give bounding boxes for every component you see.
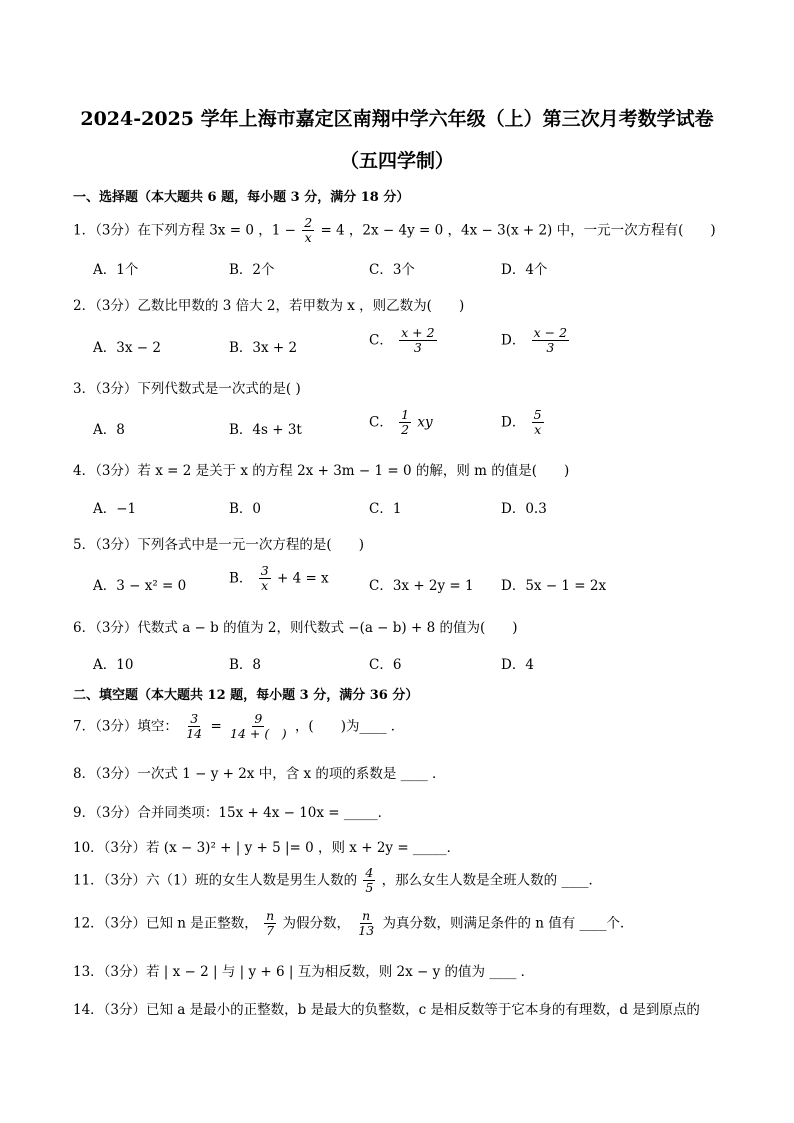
option-fraction [532, 326, 569, 356]
question-11-pre: 11．（3分）六（1）班的女生人数是男生人数的 [73, 872, 358, 889]
question-1 [73, 216, 716, 246]
question-3: 3．（3分）下列代数式是一次式的是( ) [73, 381, 301, 397]
option-label: C． [369, 414, 393, 431]
question-1-option-b: B．2个 [229, 262, 275, 278]
fraction-denominator: x [261, 578, 269, 594]
question-4-option-a: A．−1 [93, 501, 137, 517]
question-7-fraction-right [228, 712, 289, 742]
fraction-denominator: 14 + ( ) [230, 726, 287, 742]
question-3-option-b: B．4s + 3t [229, 422, 302, 438]
fraction-numerator: 1 [401, 407, 410, 422]
question-12-pre: 12．（3分）已知 n 是正整数， [73, 915, 258, 932]
fraction-denominator: 2 [401, 422, 410, 438]
question-9: 9．（3分）合并同类项：15x + 4x − 10x = _____． [73, 805, 392, 821]
option-fraction [259, 564, 271, 594]
equals-sign: = [210, 718, 222, 735]
option-suffix: xy [417, 414, 433, 431]
option-fraction [399, 408, 411, 438]
fraction-numerator: n [266, 908, 275, 923]
question-1-option-c: C．3个 [369, 262, 415, 278]
question-2-option-b: B．3x + 2 [229, 340, 298, 356]
question-5-option-c: C．3x + 2y = 1 [369, 578, 474, 594]
fraction-numerator: 5 [533, 407, 542, 422]
option-label: D． [501, 332, 526, 349]
option-fraction [399, 326, 436, 356]
question-2-option-d [501, 326, 571, 356]
fraction-numerator: 2 [304, 215, 313, 230]
question-2-option-c [369, 326, 439, 356]
page-title: 2024-2025 学年上海市嘉定区南翔中学六年级（上）第三次月考数学试卷 [80, 108, 714, 130]
fraction-numerator: 9 [254, 711, 263, 726]
question-6: 6．（3分）代数式 a − b 的值为 2，则代数式 −(a − b) + 8 的值为( ) [73, 620, 518, 636]
fraction-denominator: x [304, 230, 312, 246]
question-1-fraction [302, 216, 314, 246]
fraction-numerator: x − 2 [533, 325, 568, 340]
question-3-option-c [369, 408, 433, 438]
section-heading-fill: 二、填空题（本大题共 12 题，每小题 3 分，满分 36 分） [73, 688, 419, 703]
question-7 [73, 712, 404, 742]
question-10: 10．（3分）若 (x − 3)² + | y + 5 |= 0 ，则 x + 2y = _____． [73, 840, 461, 856]
question-7-fraction-left [184, 712, 204, 742]
question-3-option-d [501, 408, 546, 438]
question-2: 2．（3分）乙数比甲数的 3 倍大 2，若甲数为 x ，则乙数为( ) [73, 298, 465, 314]
question-12-fraction-1 [264, 909, 276, 939]
option-label: B． [229, 570, 253, 587]
question-12-fraction-2 [356, 909, 376, 939]
fraction-numerator: 3 [190, 711, 199, 726]
fraction-denominator: 13 [358, 923, 375, 939]
question-12-mid: 为假分数， [282, 915, 350, 932]
question-11-post: ，那么女生人数是全班人数的 ____． [381, 872, 602, 889]
question-11-fraction [363, 866, 375, 896]
question-6-option-d: D．4 [501, 657, 534, 673]
question-1-pre: 1．（3分）在下列方程 3x = 0 ，1 − [73, 222, 296, 239]
fraction-numerator: x + 2 [401, 325, 435, 340]
question-12 [73, 909, 634, 939]
fraction-denominator: 3 [413, 340, 422, 356]
fraction-denominator: 5 [365, 880, 374, 896]
question-5-option-a: A．3 − x² = 0 [93, 578, 187, 594]
question-4-option-d: D．0.3 [501, 501, 547, 517]
fraction-denominator: 7 [266, 923, 275, 939]
question-11 [73, 866, 602, 896]
fraction-numerator: 4 [365, 865, 374, 880]
question-4: 4．（3分）若 x = 2 是关于 x 的方程 2x + 3m − 1 = 0 的解，则 m 的值是( ) [73, 463, 570, 479]
question-14: 14．（3分）已知 a 是最小的正整数，b 是最大的负整数，c 是相反数等于它本身的有理数，d 是到原点的 [73, 1002, 700, 1018]
fraction-numerator: 3 [260, 563, 269, 578]
question-3-option-a: A．8 [93, 422, 125, 438]
option-fraction [532, 408, 544, 438]
fraction-denominator: x [534, 422, 542, 438]
fraction-numerator: n [362, 908, 371, 923]
question-6-option-b: B．8 [229, 657, 262, 673]
option-label: D． [501, 414, 526, 431]
page-subtitle: （五四学制） [339, 150, 454, 172]
question-7-post: ，( )为____ ． [294, 718, 405, 735]
question-13: 13．（3分）若 | x − 2 | 与 | y + 6 | 互为相反数，则 2x − y 的值为 ____ ． [73, 964, 535, 980]
question-6-option-a: A．10 [93, 657, 134, 673]
question-1-option-d: D．4个 [501, 262, 548, 278]
question-5-option-b [229, 564, 329, 594]
question-5-option-d: D．5x − 1 = 2x [501, 578, 607, 594]
question-4-option-b: B．0 [229, 501, 262, 517]
option-label: C． [369, 332, 393, 349]
question-4-option-c: C．1 [369, 501, 402, 517]
question-7-pre: 7．（3分）填空： [73, 718, 178, 735]
question-1-option-a: A．1个 [93, 262, 139, 278]
fraction-denominator: 3 [546, 340, 555, 356]
question-8: 8．（3分）一次式 1 − y + 2x 中，含 x 的项的系数是 ____ ． [73, 766, 446, 782]
option-suffix: + 4 = x [276, 570, 329, 587]
question-1-post: = 4 ，2x − 4y = 0 ，4x − 3(x + 2) 中，一元一次方程有( ) [320, 222, 716, 239]
question-6-option-c: C．6 [369, 657, 402, 673]
section-heading-choice: 一、选择题（本大题共 6 题，每小题 3 分，满分 18 分） [73, 190, 410, 205]
question-5: 5．（3分）下列各式中是一元一次方程的是( ) [73, 537, 364, 553]
question-2-option-a: A．3x − 2 [93, 340, 161, 356]
fraction-denominator: 14 [186, 726, 203, 742]
question-12-post: 为真分数，则满足条件的 n 值有 ____个． [382, 915, 634, 932]
